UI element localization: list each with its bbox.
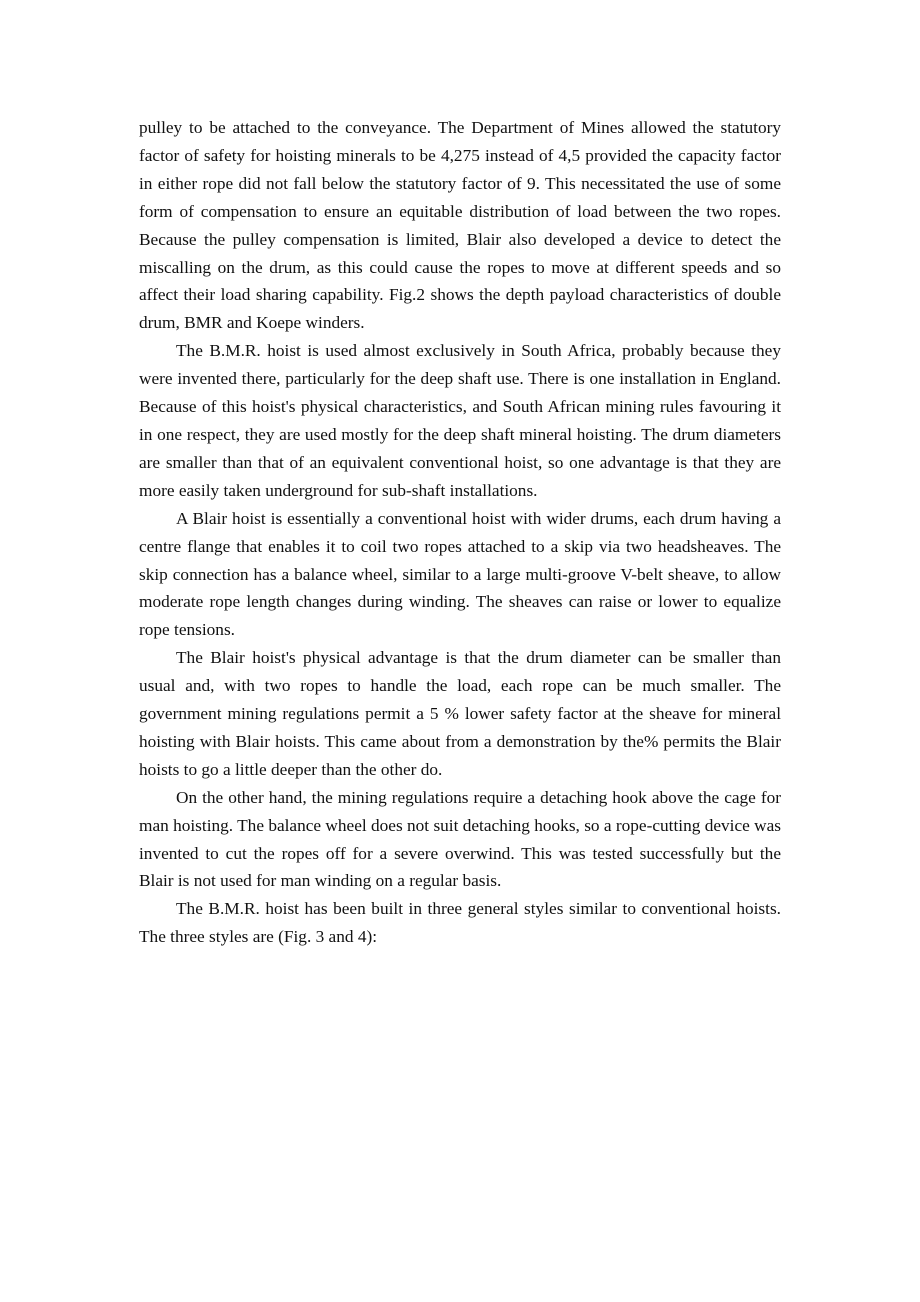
paragraph-blair-physical-advantage: The Blair hoist's physical advantage is that the drum diameter can be smaller than usual and, with two ropes to handle the load, each rope can be much smaller. The government mining regulations permit a 5 % lower safety factor at the sheave for mineral hoisting with Blair hoists. This came about from a demonstration by the% permits the Blair hoists to go a little deeper than the other do. <box>139 648 781 779</box>
paragraph-man-hoisting: On the other hand, the mining regulations require a detaching hook above the cage for man hoisting. The balance wheel does not suit detaching hooks, so a rope-cutting device was invented to cut the ropes off for a severe overwind. This was tested successfully but the Blair is not used for man winding on a regular basis. <box>139 787 781 891</box>
paragraph-blair-hoist-description: A Blair hoist is essentially a conventional hoist with wider drums, each drum having a centre flange that enables it to coil two ropes attached to a skip via two headsheaves. The skip connection has a balance wheel, similar to a large multi-groove V-belt sheave, to allow moderate rope length changes during winding. The sheaves can raise or lower to equalize rope tensions. <box>139 508 781 640</box>
document-body <box>139 114 781 951</box>
paragraph-pulley-compensation: pulley to be attached to the conveyance. The Department of Mines allowed the statutory factor of safety for hoisting minerals to be 4,275 instead of 4,5 provided the capacity factor in either rope did not fall below the statutory factor of 9. This necessitated the use of some form of compensation to ensure an equitable distribution of load between the two ropes. Because the pulley compensation is limited, Blair also developed a device to detect the miscalling on the drum, as this could cause the ropes to move at different speeds and so affect their load sharing capability. Fig.2 shows the depth payload characteristics of double drum, BMR and Koepe winders. <box>139 118 781 333</box>
paragraph-bmr-south-africa: The B.M.R. hoist is used almost exclusively in South Africa, probably because they were invented there, particularly for the deep shaft use. There is one installation in England. Because of this hoist's physical characteristics, and South African mining rules favouring it in one respect, they are used mostly for the deep shaft mineral hoisting. The drum diameters are smaller than that of an equivalent conventional hoist, so one advantage is that they are more easily taken underground for sub-shaft installations. <box>139 341 781 500</box>
paragraph-three-styles: The B.M.R. hoist has been built in three general styles similar to conventional hoists. The three styles are (Fig. 3 and 4): <box>139 899 781 947</box>
